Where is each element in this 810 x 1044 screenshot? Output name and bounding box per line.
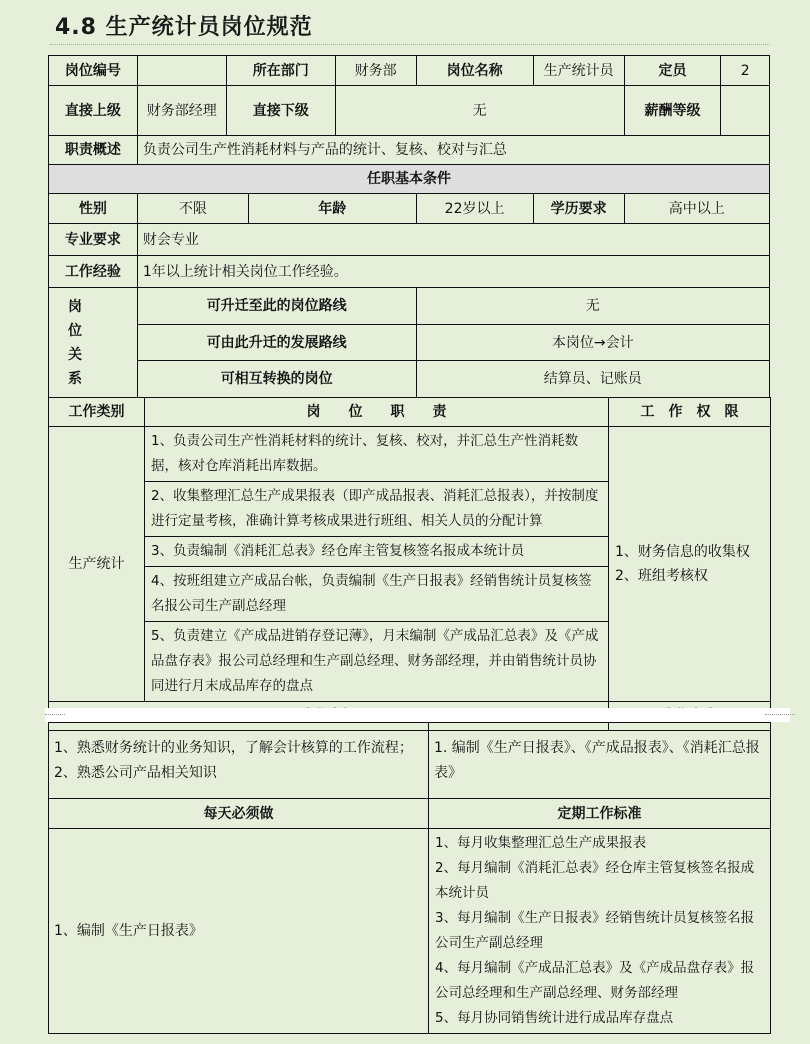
power-list	[609, 427, 771, 702]
subordinate-label: 直接下级	[226, 86, 335, 136]
duty-item: 5、负责建立《产成品进销存登记薄》，月末编制《产成品汇总表》及《产成品盘存表》报公司总经理和生产副总经理、财务部经理，并由销售统计员协同进行月末成品库存的盘点	[145, 622, 609, 702]
power-item: 2、班组考核权	[615, 568, 708, 584]
page-break-mark	[45, 714, 65, 715]
periodic-item: 5、每月协同销售统计进行成品库存盘点	[435, 1010, 674, 1026]
periodic-list	[429, 829, 771, 1034]
dept-value: 财务部	[335, 56, 416, 86]
relations-char: 位	[68, 322, 82, 339]
education-value: 高中以上	[624, 194, 769, 224]
periodic-header: 定期工作标准	[429, 799, 771, 829]
daily-header: 每天必须做	[49, 799, 429, 829]
education-label: 学历要求	[533, 194, 624, 224]
superior-value: 财务部经理	[137, 86, 226, 136]
relation-row-value: 结算员、记账员	[416, 361, 769, 398]
major-label: 专业要求	[49, 224, 138, 256]
power-header: 工 作 权 限	[609, 398, 771, 427]
experience-value: 1年以上统计相关岗位工作经验。	[137, 256, 769, 288]
relation-row-label: 可相互转换的岗位	[137, 361, 416, 398]
duty-item: 1、负责公司生产性消耗材料的统计、复核、校对，并汇总生产性消耗数据，核对仓库消耗出库数据。	[145, 427, 609, 482]
power-item: 1、财务信息的收集权	[615, 544, 750, 560]
salary-value	[721, 86, 770, 136]
title-underline	[50, 44, 770, 46]
info-table	[48, 55, 770, 398]
relations-label	[49, 288, 138, 398]
relation-row-value: 本岗位→会计	[416, 325, 769, 361]
superior-label: 直接上级	[49, 86, 138, 136]
age-label: 年龄	[248, 194, 416, 224]
quota-label: 定员	[624, 56, 721, 86]
duty-header: 岗 位 职 责	[145, 398, 609, 427]
relation-row-label: 可由此升迁的发展路线	[137, 325, 416, 361]
salary-label: 薪酬等级	[624, 86, 721, 136]
know-item: 1、熟悉财务统计的业务知识，了解会计核算的工作流程；	[54, 739, 413, 756]
duty-item: 2、收集整理汇总生产成果报表（即产成品报表、消耗汇总报表），并按制度进行定量考核，准确计算考核成果进行班组、相关人员的分配计算	[145, 482, 609, 537]
gender-label: 性别	[49, 194, 138, 224]
periodic-item: 2、每月编制《消耗汇总表》经仓库主管复核签名报成本统计员	[435, 860, 755, 901]
periodic-item: 3、每月编制《生产日报表》经销售统计员复核签名报公司生产副总经理	[435, 910, 755, 951]
knowledge-table	[48, 722, 771, 1034]
relation-row-value: 无	[416, 288, 769, 325]
subordinate-value: 无	[335, 86, 624, 136]
summary-value: 负责公司生产性消耗材料与产品的统计、复核、校对与汇总	[137, 136, 769, 165]
experience-label: 工作经验	[49, 256, 138, 288]
duty-type-header: 工作类别	[49, 398, 145, 427]
post-name-label: 岗位名称	[416, 56, 533, 86]
dept-label: 所在部门	[226, 56, 335, 86]
can-content: 1. 编制《生产日报表》、《产成品报表》、《消耗汇总报表》	[429, 723, 771, 799]
duty-item: 4、按班组建立产成品台帐，负责编制《生产日报表》经销售统计员复核签名报公司生产副总经理	[145, 567, 609, 622]
know-content	[49, 723, 429, 799]
duty-item: 3、负责编制《消耗汇总表》经仓库主管复核签名报成本统计员	[145, 537, 609, 567]
daily-item: 1、编制《生产日报表》	[49, 829, 429, 1034]
page-title: 4.8 生产统计员岗位规范	[55, 15, 313, 40]
relations-char: 关	[68, 346, 82, 363]
relations-char: 系	[68, 370, 82, 387]
periodic-item: 1、每月收集整理汇总生产成果报表	[435, 835, 647, 851]
summary-label: 职责概述	[49, 136, 138, 165]
duties-table	[48, 397, 771, 731]
quota-value: 2	[721, 56, 770, 86]
post-name-value: 生产统计员	[533, 56, 624, 86]
age-value: 22岁以上	[416, 194, 533, 224]
periodic-item: 4、每月编制《产成品汇总表》及《产成品盘存表》报公司总经理和生产副总经理、财务部经理	[435, 960, 755, 1001]
code-label: 岗位编号	[49, 56, 138, 86]
page-break-mark	[765, 714, 795, 715]
relations-char: 岗	[68, 298, 82, 315]
duty-category: 生产统计	[49, 427, 145, 702]
gender-value: 不限	[137, 194, 248, 224]
page-break	[45, 708, 790, 722]
code-value	[137, 56, 226, 86]
know-item: 2、熟悉公司产品相关知识	[54, 764, 217, 781]
major-value: 财会专业	[137, 224, 769, 256]
requirements-title: 任职基本条件	[49, 165, 770, 194]
relation-row-label: 可升迁至此的岗位路线	[137, 288, 416, 325]
